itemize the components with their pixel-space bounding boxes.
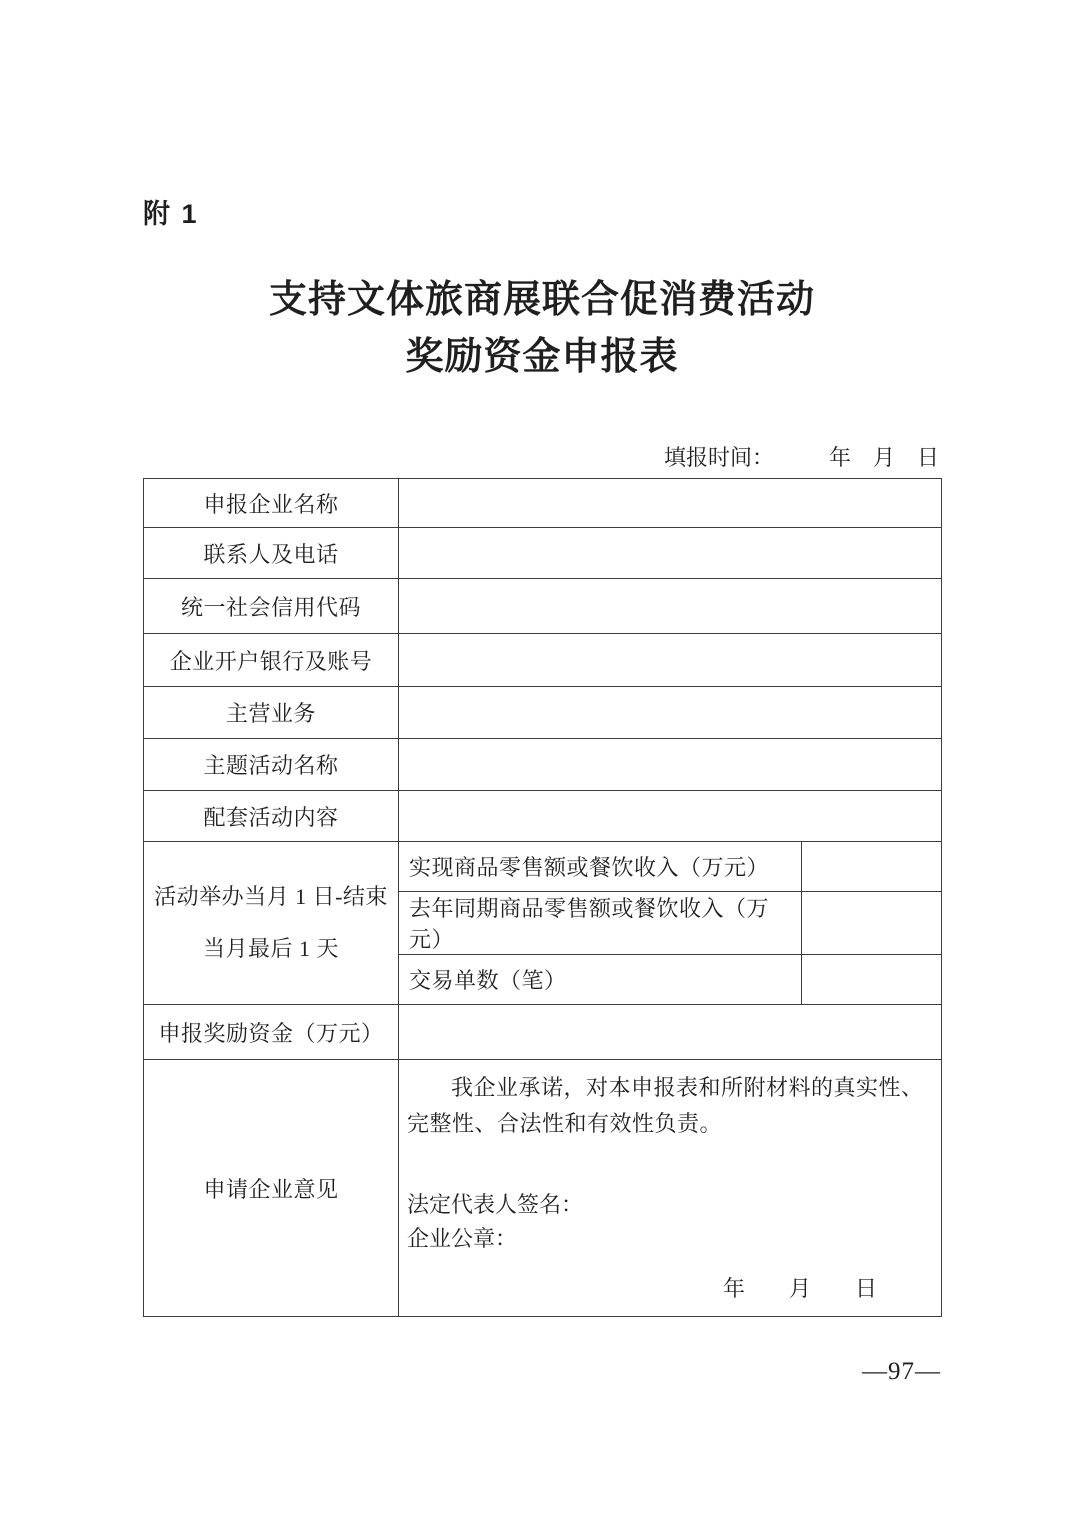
opinion-label-cell: 申请企业意见 [144, 1060, 399, 1317]
application-form-table [143, 478, 942, 1317]
field-label-bank-account: 企业开户银行及账号 [144, 634, 399, 687]
signature-label: 法定代表人签名： [407, 1192, 584, 1217]
table-row [144, 479, 942, 528]
metric-label-current-revenue: 实现商品零售额或餐饮收入（万元） [399, 842, 802, 892]
seal-label: 企业公章： [407, 1226, 518, 1251]
field-label-company-name: 申报企业名称 [144, 479, 399, 528]
table-row [144, 579, 942, 634]
fill-time-line: 填报时间： 年 月 日 [663, 445, 939, 470]
table-row [144, 528, 942, 579]
attachment-label: 附 1 [143, 199, 199, 229]
field-value-contact-phone [399, 528, 942, 579]
field-label-main-business: 主营业务 [144, 687, 399, 739]
period-label-line1: 活动举办当月 1 日-结束 [154, 884, 388, 909]
field-value-theme-activity [399, 739, 942, 791]
opinion-content-cell [399, 1060, 942, 1317]
table-row [144, 842, 942, 892]
table-row [144, 687, 942, 739]
field-value-main-business [399, 687, 942, 739]
page-title [143, 272, 941, 386]
opinion-date-line: 年 月 日 [722, 1276, 877, 1301]
title-line-1: 支持文体旅商展联合促消费活动 [268, 279, 815, 321]
field-label-reward-amount: 申报奖励资金（万元） [144, 1005, 399, 1060]
table-row [144, 739, 942, 791]
field-label-theme-activity: 主题活动名称 [144, 739, 399, 791]
title-line-2: 奖励资金申报表 [405, 336, 679, 378]
page-number: —97— [862, 1358, 941, 1385]
field-value-supporting-activity [399, 791, 942, 842]
metric-label-transaction-count: 交易单数（笔） [399, 955, 802, 1005]
field-label-credit-code: 统一社会信用代码 [144, 579, 399, 634]
period-label-cell [144, 842, 399, 1005]
period-label-line2: 当月最后 1 天 [202, 936, 339, 961]
table-row [144, 1060, 942, 1317]
field-value-credit-code [399, 579, 942, 634]
metric-value-current-revenue [802, 842, 942, 892]
table-row [144, 791, 942, 842]
commitment-text: 我企业承诺，对本申报表和所附材料的真实性、完整性、合法性和有效性负责。 [407, 1075, 924, 1136]
metric-label-lastyear-revenue: 去年同期商品零售额或餐饮收入（万元） [399, 892, 802, 955]
field-value-bank-account [399, 634, 942, 687]
metric-value-transaction-count [802, 955, 942, 1005]
field-label-supporting-activity: 配套活动内容 [144, 791, 399, 842]
field-label-contact-phone: 联系人及电话 [144, 528, 399, 579]
field-value-company-name [399, 479, 942, 528]
field-value-reward-amount [399, 1005, 942, 1060]
table-row [144, 634, 942, 687]
table-row [144, 1005, 942, 1060]
metric-value-lastyear-revenue [802, 892, 942, 955]
